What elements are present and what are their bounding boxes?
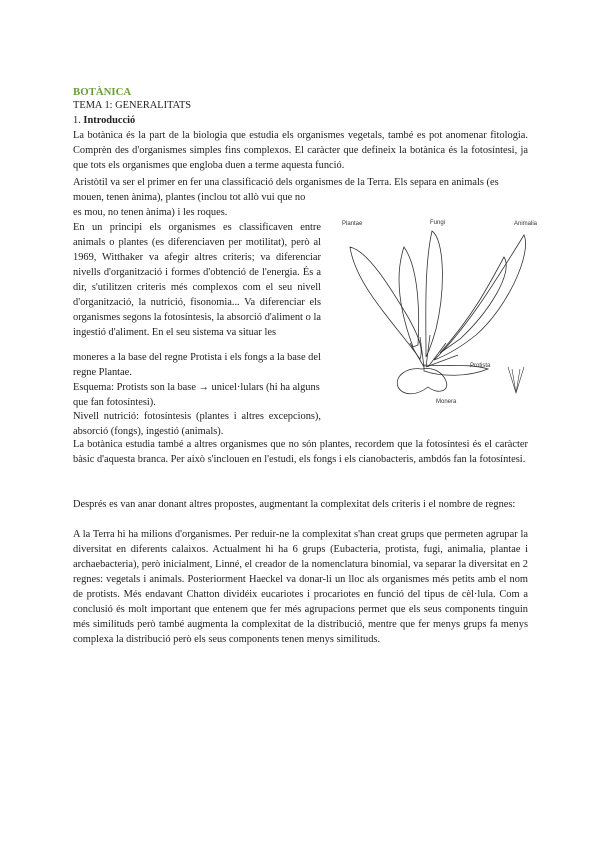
paragraph-whittaker: En un principi els organismes es classificaven entre animals o plantes (es diferenciaven per motilitat), però al 1969, Witthaker va afegir altres criteris; va diferenciar nivells d'organització i formes d'obtenció de l'energia. És a dir, s'utilitzen criteris més complexos com el seu nivell d'organització, la nutrició, fisonomia... Va diferenciar els organismes segons la fotosíntesis, la absorció d'aliment o la ingestió d'aliment. En el seu sistema va situar les xyxy=(73,222,321,338)
paragraph-nutrition: Nivell nutrició: fotosíntesis (plantes i altres excepcions), absorció (fongs), ingestió (animals). xyxy=(73,411,321,437)
subject-title: BOTÀNICA xyxy=(73,86,132,98)
theme-heading: TEMA 1: GENERALITATS xyxy=(73,100,192,111)
five-kingdoms-diagram xyxy=(338,217,538,417)
animalia-lobe xyxy=(440,257,506,353)
paragraph-scheme: Esquema: Protists son la base → unicel·lulars (hi ha alguns que fan fotosíntesi). xyxy=(73,382,320,408)
paragraph-whittaker-continued: moneres a la base del regne Protista i els fongs a la base del regne Plantae. xyxy=(73,352,321,378)
animalia-branch xyxy=(434,235,526,360)
paragraph-definition: La botànica és la part de la biologia que estudia els organismes vegetals, també es pot anomenar fitologia. Comprèn des d'organismes simples fins complexos. El caràcter que defineix la botànica és la fotosíntesi, ja que tots els organismes que engloba duen a terme aquesta funció. xyxy=(73,130,528,171)
section-title: Introducció xyxy=(83,115,136,126)
five-kingdoms-figure xyxy=(338,217,538,417)
fungi-branch xyxy=(426,231,443,357)
side-arrows xyxy=(508,367,524,393)
paragraph-aristotle-line3: es mou, no tenen ànima) i les roques. xyxy=(73,207,228,218)
paragraph-diversity: A la Terra hi ha milions d'organismes. Per reduir-ne la complexitat s'han creat grups que permeten agrupar la diversitat en diferents calaixos. Actualment hi ha 6 grups (Eubacteria, protista, fugi, animalia, plantae i archaebacteria), però inicialment, Linné, el creador de la nomenclatura binomial, va separar la diversitat en 2 regnes: vegetals i animals. Posteriorment Haeckel va donar-li un lloc als organismes més petits amb el nom de protists. Més endavant Chatton dividéix eucariotes i procariotes en funció del tipus de cèl·lula. Com a conclusió és molt important que entenem que fer més agrupacions permet que els seus components tinguin més similituds però també augmenta la complexitat de la distribució, mentre que fer menys grups fa menys complexa la distribució però els seus components tenen menys similituds. xyxy=(73,529,528,645)
label-monera: Monera xyxy=(436,399,457,405)
section-heading xyxy=(73,113,528,128)
label-fungi: Fungi xyxy=(430,220,446,226)
monera-base xyxy=(397,369,446,394)
section-number: 1. xyxy=(73,115,81,126)
plantae-branch xyxy=(350,247,421,359)
paragraph-aristotle-line2: mouen, tenen ànima), plantes (inclou tot allò vui que no xyxy=(73,192,306,203)
label-animalia: Animalia xyxy=(514,221,538,227)
label-plantae: Plantae xyxy=(342,221,363,227)
label-protista: Protista xyxy=(470,363,491,369)
paragraph-proposals: Després es van anar donant altres propostes, augmentant la complexitat dels criteris i el nombre de regnes: xyxy=(73,499,516,510)
paragraph-aristotle-line1: Aristòtil va ser el primer en fer una classificació dels organismes de la Terra. Els separa en animals (es xyxy=(73,177,499,188)
paragraph-other-organisms: La botànica estudia també a altres organismes que no són plantes, recordem que la fotosíntesi és el caràcter bàsic d'aquesta branca. Per això s'inclouen en l'estudi, els fongs i els cianobacteris, ambdós fan la fotosíntesi. xyxy=(73,439,528,465)
